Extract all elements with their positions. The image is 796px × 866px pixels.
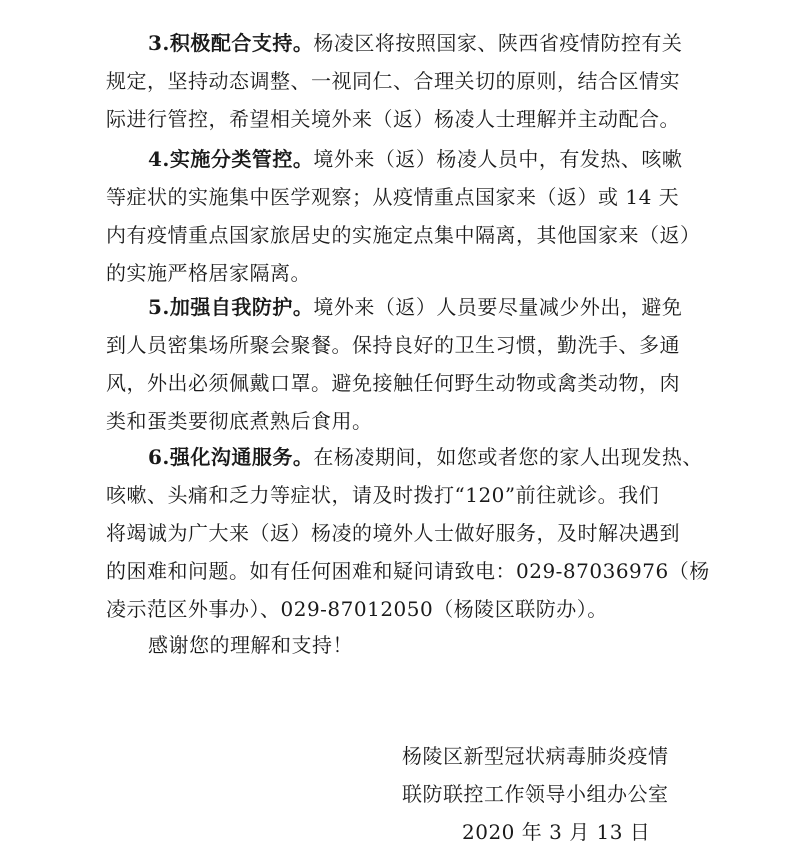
paragraph-first-line [106,288,706,326]
paragraph-line: 将竭诚为广大来（返）杨凌的境外人士做好服务，及时解决遇到 [106,521,680,545]
item-heading: 4.实施分类管控。 [148,147,314,171]
paragraph-first-line [106,24,706,62]
paragraph-first-line [106,140,706,178]
paragraph-line: 际进行管控，希望相关境外来（返）杨凌人士理解并主动配合。 [106,107,680,131]
item-heading: 6.强化沟通服务。 [148,445,314,469]
paragraph-item-3 [106,24,706,138]
paragraph-first-line [106,438,706,476]
paragraph-item-5 [106,288,706,440]
signature-date: 2020 年 3 月 13 日 [462,820,651,844]
paragraph-item-4 [106,140,706,292]
paragraph-line: 规定，坚持动态调整、一视同仁、合理关切的原则，结合区情实 [106,69,680,93]
item-text: 境外来（返）人员要尽量减少外出，避免 [313,295,683,319]
closing-paragraph [106,626,706,664]
item-text: 境外来（返）杨凌人员中，有发热、咳嗽 [313,147,683,171]
paragraph-item-6 [106,438,710,628]
signature-org-line-1: 杨陵区新型冠状病毒肺炎疫情 [402,744,669,768]
closing-text: 感谢您的理解和支持！ [148,633,353,657]
paragraph-line: 风，外出必须佩戴口罩。避免接触任何野生动物或禽类动物，肉 [106,371,680,395]
paragraph-line: 到人员密集场所聚会聚餐。保持良好的卫生习惯，勤洗手、多通 [106,333,680,357]
paragraph-line: 内有疫情重点国家旅居史的实施定点集中隔离，其他国家来（返） [106,223,701,247]
paragraph-line: 等症状的实施集中医学观察；从疫情重点国家来（返）或 14 天 [106,185,680,209]
paragraph-line: 的困难和问题。如有任何困难和疑问请致电：029-87036976（杨 [106,559,710,583]
signature-org-line-2: 联防联控工作领导小组办公室 [402,782,669,806]
item-text: 杨凌区将按照国家、陕西省疫情防控有关 [313,31,683,55]
item-heading: 5.加强自我防护。 [148,295,314,319]
paragraph-line: 凌示范区外事办）、029-87012050（杨陵区联防办）。 [106,597,608,621]
item-text: 在杨凌期间，如您或者您的家人出现发热、 [313,445,703,469]
paragraph-line: 类和蛋类要彻底煮熟后食用。 [106,409,373,433]
paragraph-line: 的实施严格居家隔离。 [106,261,311,285]
paragraph-line: 咳嗽、头痛和乏力等症状，请及时拨打“120”前往就诊。我们 [106,483,660,507]
item-heading: 3.积极配合支持。 [148,31,314,55]
